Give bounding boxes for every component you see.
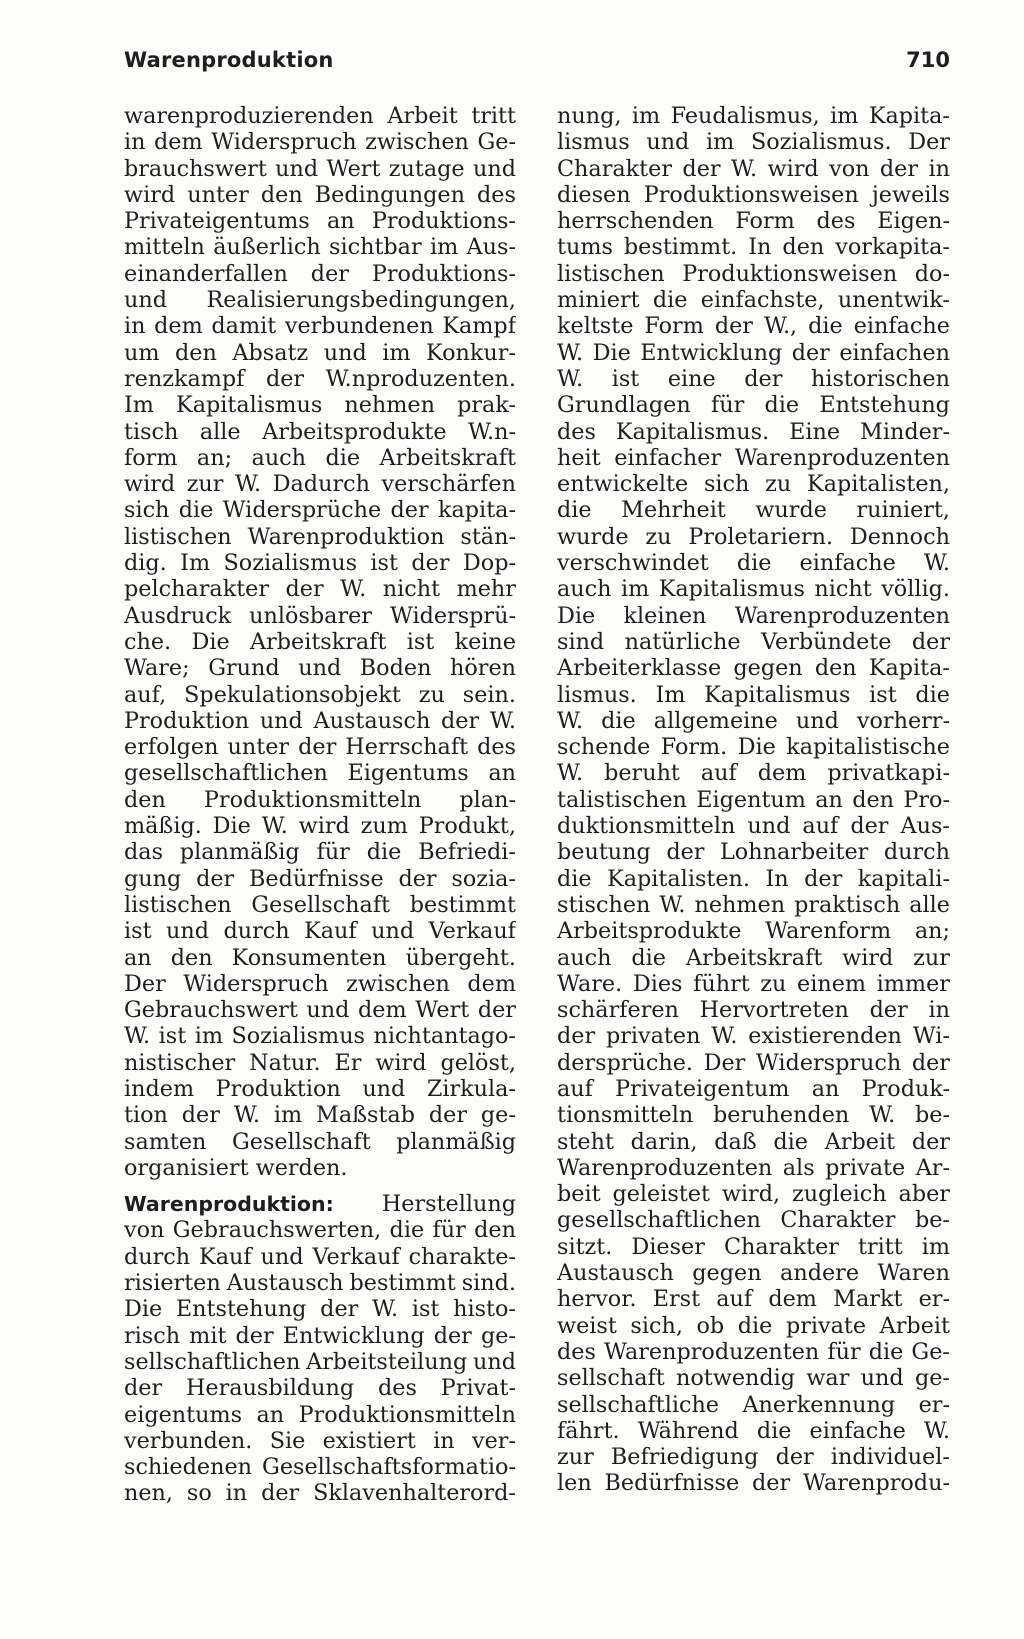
text-line: mäßig. Die W. wird zum Produkt, — [124, 813, 516, 840]
text-line: schiedenen Gesellschaftsformatio- — [124, 1454, 516, 1481]
entry-definition — [124, 1217, 516, 1506]
text-line: steht darin, daß die Arbeit der — [557, 1128, 950, 1155]
text-line: tums bestimmt. In den vorkapita- — [557, 234, 950, 261]
text-line: hervor. Erst auf dem Markt er- — [557, 1286, 950, 1313]
text-line: Warenproduzenten als private Ar- — [557, 1154, 950, 1181]
text-line: fährt. Während die einfache W. — [557, 1417, 950, 1444]
entry-first-line-text: Herstellung — [381, 1191, 516, 1218]
text-line: Grundlagen für die Entstehung — [557, 392, 950, 419]
text-line: tionsmitteln beruhenden W. be- — [557, 1102, 950, 1129]
text-line: sellschaftlichen Arbeitsteilung und — [124, 1348, 516, 1375]
text-line: talistischen Eigentum an den Pro- — [557, 786, 950, 813]
text-line: beit geleistet wird, zugleich aber — [557, 1181, 950, 1208]
paragraph-continuation — [124, 103, 516, 1181]
text-line: risierten Austausch bestimmt sind. — [124, 1270, 516, 1297]
text-line: dersprüche. Der Widerspruch der — [557, 1049, 950, 1076]
text-line: lismus. Im Kapitalismus ist die — [557, 681, 950, 708]
text-line: Ware. Dies führt zu einem immer — [557, 970, 950, 997]
text-line: heit einfacher Warenproduzenten — [557, 444, 950, 471]
entry-headword: Warenproduktion — [124, 1192, 326, 1217]
text-line: das planmäßig für die Befriedi- — [124, 839, 516, 866]
text-line: sitzt. Dieser Charakter tritt im — [557, 1233, 950, 1260]
text-line: schende Form. Die kapitalistische — [557, 734, 950, 761]
text-line: wurde zu Proletariern. Dennoch — [557, 523, 950, 550]
text-line: len Bedürfnisse der Warenprodu- — [557, 1470, 950, 1497]
text-line: Arbeitsprodukte Warenform an; — [557, 918, 950, 945]
text-line: risch mit der Entwicklung der ge- — [124, 1322, 516, 1349]
text-line: warenproduzierenden Arbeit tritt — [124, 103, 516, 129]
text-line: um den Absatz und im Konkur- — [124, 339, 516, 366]
text-line: einanderfallen der Produktions- — [124, 260, 516, 287]
text-line: mitteln äußerlich sichtbar im Aus- — [124, 234, 516, 261]
right-column-text — [557, 103, 950, 1497]
left-column — [124, 103, 516, 1507]
text-line: Im Kapitalismus nehmen prak- — [124, 392, 516, 419]
text-line: listischen Warenproduktion stän- — [124, 523, 516, 550]
text-line: zur Befriedigung der individuel- — [557, 1444, 950, 1471]
text-line: renzkampf der W.nproduzenten. — [124, 365, 516, 392]
text-line: die Mehrheit wurde ruiniert, — [557, 497, 950, 524]
text-line: Ausdruck unlösbarer Widersprü- — [124, 602, 516, 629]
text-line: auf, Spekulationsobjekt zu sein. — [124, 681, 516, 708]
text-line: nen, so in der Sklavenhalterord- — [124, 1480, 516, 1507]
text-line: durch Kauf und Verkauf charakte- — [124, 1243, 516, 1270]
text-line: stischen W. nehmen praktisch alle — [557, 891, 950, 918]
text-line: nistischer Natur. Er wird gelöst, — [124, 1049, 516, 1076]
text-line: W. Die Entwicklung der einfachen — [557, 339, 950, 366]
entry-first-line — [124, 1191, 516, 1217]
text-line: auch im Kapitalismus nicht völlig. — [557, 576, 950, 603]
text-line: schärferen Hervortreten der in — [557, 997, 950, 1024]
text-line: Arbeiterklasse gegen den Kapita- — [557, 655, 950, 682]
text-line: auch die Arbeitskraft wird zur — [557, 944, 950, 971]
text-line: sich die Widersprüche der kapita- — [124, 497, 516, 524]
text-line: an den Konsumenten übergeht. — [124, 944, 516, 971]
text-line: Ware; Grund und Boden hören — [124, 655, 516, 682]
text-line: listischen Produktionsweisen do- — [557, 260, 950, 287]
text-line: W. die allgemeine und vorherr- — [557, 707, 950, 734]
text-line: des Warenproduzenten für die Ge- — [557, 1338, 950, 1365]
text-line: Produktion und Austausch der W. — [124, 707, 516, 734]
text-line: von Gebrauchswerten, die für den — [124, 1217, 516, 1244]
text-line: sind natürliche Verbündete der — [557, 628, 950, 655]
text-line: dig. Im Sozialismus ist der Dop- — [124, 550, 516, 577]
text-line: samten Gesellschaft planmäßig — [124, 1128, 516, 1155]
text-line: verschwindet die einfache W. — [557, 550, 950, 577]
text-line: in dem Widerspruch zwischen Ge- — [124, 129, 516, 156]
text-line: und Realisierungsbedingungen, — [124, 287, 516, 314]
text-line: Gebrauchswert und dem Wert der — [124, 997, 516, 1024]
text-line: die Kapitalisten. In der kapitali- — [557, 865, 950, 892]
text-line: brauchswert und Wert zutage und — [124, 155, 516, 182]
text-line: duktionsmitteln und auf der Aus- — [557, 813, 950, 840]
text-line: sellschaftliche Anerkennung er- — [557, 1391, 950, 1418]
text-line: gesellschaftlichen Charakter be- — [557, 1207, 950, 1234]
text-line: Privateigentums an Produktions- — [124, 208, 516, 235]
right-column — [557, 103, 950, 1497]
text-line: W. beruht auf dem privatkapi- — [557, 760, 950, 787]
text-line: W. ist eine der historischen — [557, 365, 950, 392]
text-line: Die Entstehung der W. ist histo- — [124, 1296, 516, 1323]
text-line: erfolgen unter der Herrschaft des — [124, 734, 516, 761]
text-line: indem Produktion und Zirkula- — [124, 1075, 516, 1102]
text-line: Austausch gegen andere Waren — [557, 1260, 950, 1287]
running-head: Warenproduktion — [124, 48, 334, 72]
text-line: den Produktionsmitteln plan- — [124, 786, 516, 813]
text-line: verbunden. Sie existiert in ver- — [124, 1427, 516, 1454]
paragraph-gap — [124, 1181, 516, 1191]
text-line: tion der W. im Maßstab der ge- — [124, 1102, 516, 1129]
text-line: form an; auch die Arbeitskraft — [124, 444, 516, 471]
text-line: eigentums an Produktionsmitteln — [124, 1401, 516, 1428]
text-line: Die kleinen Warenproduzenten — [557, 602, 950, 629]
page-header — [124, 48, 950, 82]
text-line: der privaten W. existierenden Wi- — [557, 1023, 950, 1050]
text-line: gesellschaftlichen Eigentums an — [124, 760, 516, 787]
text-line: der Herausbildung des Privat- — [124, 1375, 516, 1402]
text-line: wird unter den Bedingungen des — [124, 181, 516, 208]
text-line: sellschaft notwendig war und ge- — [557, 1365, 950, 1392]
text-line: weist sich, ob die private Arbeit — [557, 1312, 950, 1339]
text-line: auf Privateigentum an Produk- — [557, 1075, 950, 1102]
text-line: in dem damit verbundenen Kampf — [124, 313, 516, 340]
text-line: listischen Gesellschaft bestimmt — [124, 891, 516, 918]
text-line: organisiert werden. — [124, 1154, 348, 1181]
text-line: che. Die Arbeitskraft ist keine — [124, 628, 516, 655]
text-line: miniert die einfachste, unentwik- — [557, 287, 950, 314]
text-line: herrschenden Form des Eigen- — [557, 208, 950, 235]
text-line: W. ist im Sozialismus nichtantago- — [124, 1023, 516, 1050]
text-line: keltste Form der W., die einfache — [557, 313, 950, 340]
page-number: 710 — [906, 48, 950, 72]
text-line: ist und durch Kauf und Verkauf — [124, 918, 516, 945]
text-line: wird zur W. Dadurch verschärfen — [124, 471, 516, 498]
text-line: entwickelte sich zu Kapitalisten, — [557, 471, 950, 498]
text-line: gung der Bedürfnisse der sozia- — [124, 865, 516, 892]
text-line: lismus und im Sozialismus. Der — [557, 129, 950, 156]
text-line: tisch alle Arbeitsprodukte W.n- — [124, 418, 516, 445]
text-line: pelcharakter der W. nicht mehr — [124, 576, 516, 603]
text-line: diesen Produktionsweisen jeweils — [557, 181, 950, 208]
text-line: des Kapitalismus. Eine Minder- — [557, 418, 950, 445]
text-line: nung, im Feudalismus, im Kapita- — [557, 103, 950, 129]
text-line: beutung der Lohnarbeiter durch — [557, 839, 950, 866]
text-line: Charakter der W. wird von der in — [557, 155, 950, 182]
headword-colon: : — [325, 1192, 334, 1217]
text-line: Der Widerspruch zwischen dem — [124, 970, 516, 997]
